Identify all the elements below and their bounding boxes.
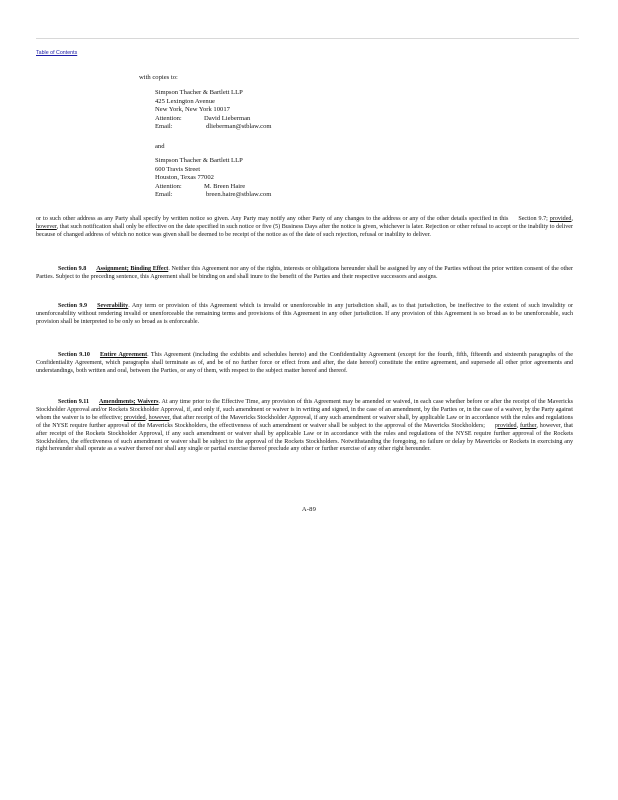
recipient-firm: Simpson Thacher & Bartlett LLP — [155, 89, 243, 96]
section-title: Amendments; Waivers — [99, 399, 159, 405]
email-address: breen.haire@stblaw.com — [206, 191, 272, 199]
notice-paragraph: or to such other address as any Party shall specify by written notice so given. Any Party may notify any other Party of any changes to the address or any of the other details specified in this Section 9.7; provided, however, that such notification shall only be effective on the date specified in such notice or five (5) Business Days after the notice is given, whichever is later. Rejection or other refusal to accept or the inability to deliver because of changed address of which no notice was given shall be deemed to be receipt of the notice as of the date of such rejection, refusal or inability to deliver. — [36, 216, 573, 238]
provided-term: provided — [494, 422, 517, 429]
recipient-email-row — [155, 191, 271, 200]
section-text-2: , that after receipt of the Mavericks Stockholder Approval, if any such amendment or waiver shall, by applicable Law or in accordance with the rules and regulations of the NYSE require further approval of the Mavericks Stockholders, the effectiveness of such amendment or waiver shall be subject to the approval of the Mavericks Stockholders; — [36, 414, 573, 429]
section-9-11: Section 9.11 Amendments; Waivers. At any time prior to the Effective Time, any provision of this Agreement may be amended or waived, in each case whether before or after the receipt of the Mavericks Stockholder Approval and/or Rockets Stockholder Approval, if, and only if, such amendment or waiver is in writing and signed, in the case of an amendment, by the Parties or, in the case of a waiver, by the Party against whom the waiver is to be effective; provided, however, that after receipt of the Mavericks Stockholder Approval, if any such amendment or waiver shall, by applicable Law or in accordance with the rules and regulations of the NYSE require further approval of the Mavericks Stockholders, the effectiveness of such amendment or waiver shall be subject to the approval of the Mavericks Stockholders; provided, further, however, that after receipt of the Rockets Stockholder Approval, if any such amendment or waiver shall by applicable Law or in accordance with the rules and regulations of the NYSE require further approval of the Rockets Stockholders, the effectiveness of such amendment or waiver shall be subject to the approval of the Rockets Stockholders. Notwithstanding the foregoing, no failure or delay by Mavericks or Rockets in exercising any right hereunder shall operate as a waiver thereof nor shall any single or partial exercise thereof preclude any other or further exercise of any other right hereunder. — [36, 399, 573, 453]
attention-name: M. Breen Haire — [204, 182, 246, 190]
email-address: dlieberman@stblaw.com — [206, 123, 272, 131]
further-term: further — [520, 422, 537, 429]
page-number: A-89 — [301, 506, 317, 513]
section-text: . Any term or provision of this Agreement which is invalid or unenforceable in any jurisdiction shall, as to that jurisdiction, be ineffective to the extent of such invalidity or unenforceability without rendering invalid or unenforceable the remaining terms and provisions of this Agreement in any other jurisdiction. If any provision of this Agreement is so broad as to be unenforceable, such provision shall be interpreted to be only so broad as is enforceable. — [36, 303, 573, 325]
recipient-firm: Simpson Thacher & Bartlett LLP — [155, 157, 243, 164]
notice-text-2: , that such notification shall only be effective on the date specified in such notice or five (5) Business Days after the notice is given, whichever is later. Rejection or other refusal to accept or the inability to deliver because of changed address of which no notice was given shall be deemed to be receipt of the notice as of the date of such rejection, refusal or inability to deliver. — [36, 223, 573, 238]
attention-label: Attention: — [155, 114, 182, 122]
recipient-street: 425 Lexington Avenue — [155, 97, 215, 105]
recipient-email-row — [155, 123, 272, 132]
table-of-contents-link[interactable]: Table of Contents — [36, 50, 78, 56]
recipient-street: 600 Travis Street — [155, 165, 201, 173]
notice-text-1: or to such other address as any Party shall specify by written notice so given. Any Party may notify any other Party of any changes to the address or any of the other details specified in this — [36, 216, 509, 222]
section-text: . Neither this Agreement nor any of the rights, interests or obligations hereunder shall be assigned by any of the Parties without the prior written consent of the other Parties. Subject to the preceding sentence, this Agreement shall be binding on and shall inure to the benefit of the Parties and their respective successors and assigns. — [36, 266, 573, 280]
section-9-9 — [36, 303, 573, 327]
however-term: however — [148, 414, 170, 421]
header-divider — [36, 38, 579, 39]
attention-name: David Lieberman — [204, 114, 251, 122]
however-term: however — [36, 223, 57, 230]
provided-term: provided — [549, 216, 572, 222]
section-number: Section 9.9 — [58, 303, 88, 309]
section-title: Assignment; Binding Effect — [96, 266, 169, 272]
attention-label: Attention: — [155, 182, 182, 190]
section-text-1: . At any time prior to the Effective Time, any provision of this Agreement may be amended or waived, in each case whether before or after the receipt of the Mavericks Stockholder Approval and/or Rockets Stockholder Approval, if, and only if, such amendment or waiver is in writing and signed, in the case of an amendment, by the Parties or, in the case of a waiver, by the Party against whom the waiver is to be effective; — [36, 399, 573, 421]
section-number: Section 9.11 — [58, 399, 90, 405]
section-title: Severability — [97, 303, 129, 309]
copies-intro: with copies to: — [139, 74, 178, 81]
section-9-10 — [36, 352, 573, 376]
section-text-3: , however, that after receipt of the Rockets Stockholder Approval, if any such amendment or waiver shall by applicable Law or in accordance with the rules and regulations of the NYSE require further approval of the Rockets Stockholders, the effectiveness of such amendment or waiver shall be subject to the approval of the Rockets Stockholders. Notwithstanding the foregoing, no failure or delay by Mavericks or Rockets in exercising any right hereunder shall operate as a waiver thereof nor shall any single or partial exercise thereof preclude any other or further exercise of any other right hereunder. — [36, 422, 573, 453]
recipient-attention-row — [155, 115, 272, 124]
provided-term: provided — [123, 414, 146, 421]
section-text: . This Agreement (including the exhibits and schedules hereto) and the Confidentiality Agreement (except for the fourth, fifth, fifteenth and sixteenth paragraphs of the Confidentiality Agreement, which paragraphs shall terminate as of, and be of no further force or effect from and after, the date hereof) constitute the entire agreement, and supersede all other prior agreements and understandings, both written and oral, between the Parties, or any of them, with respect to the subject matter hereof and thereof. — [36, 352, 573, 374]
recipient-city: New York, New York 10017 — [155, 106, 230, 114]
recipient-address-1 — [155, 89, 272, 132]
email-label: Email: — [155, 191, 173, 199]
email-label: Email: — [155, 123, 173, 131]
section-title: Entire Agreement — [99, 352, 148, 358]
section-9-8 — [36, 266, 573, 282]
and-separator: and — [155, 143, 165, 150]
recipient-attention-row — [155, 183, 271, 192]
section-number: Section 9.10 — [58, 352, 90, 358]
recipient-address-2 — [155, 157, 271, 200]
section-reference: Section 9.7 — [518, 216, 547, 222]
section-number: Section 9.8 — [58, 266, 87, 272]
recipient-city: Houston, Texas 77002 — [155, 174, 214, 182]
